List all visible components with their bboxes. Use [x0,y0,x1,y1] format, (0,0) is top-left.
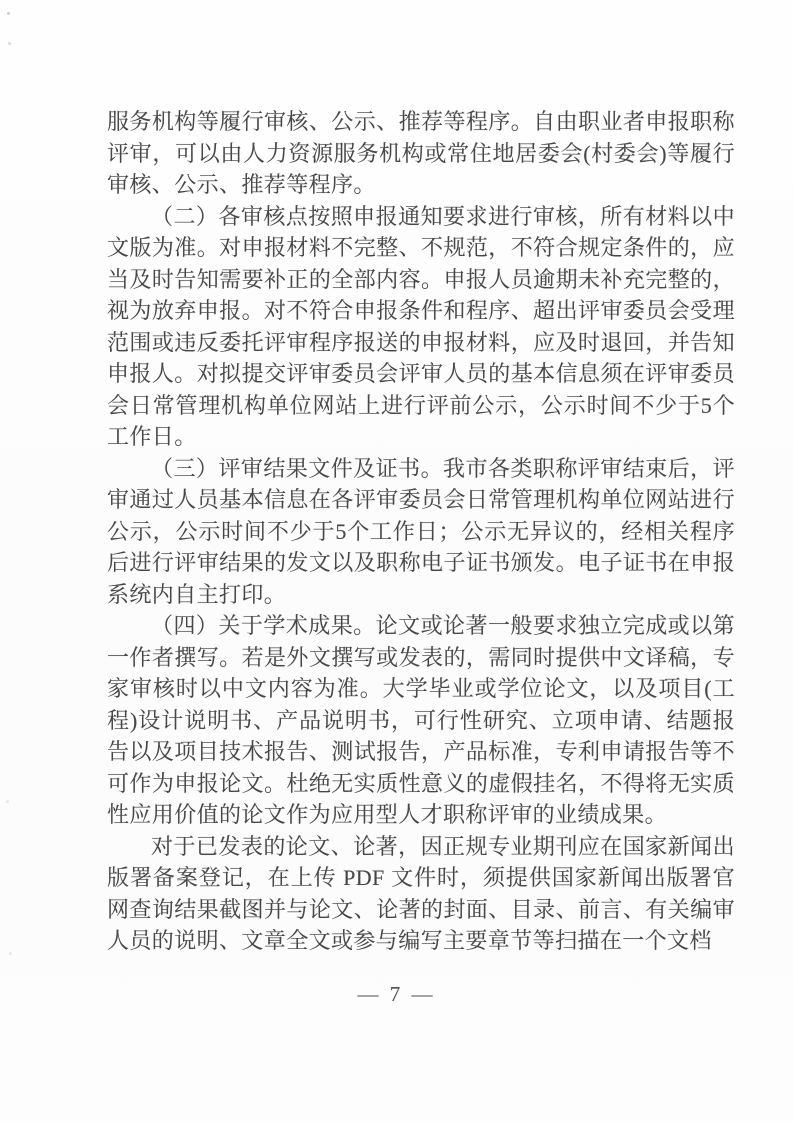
scan-artifact-specks [7,12,10,15]
paragraph-continued-from-previous-page: 服务机构等履行审核、公示、推荐等程序。自由职业者申报职称评审，可以由人力资源服务机构或常住地居委会(村委会)等履行审核、公示、推荐等程序。 [107,109,735,197]
paragraph-published-papers: 对于已发表的论文、论著，因正规专业期刊应在国家新闻出版署备案登记，在上传 PDF 文件时，须提供国家新闻出版署官网查询结果截图并与论文、论著的封面、目录、前言、有关编审人员的说明、文章全文或参与编写主要章节等扫描在一个文档 [107,833,735,953]
document-body-text [107,106,735,957]
paragraph-item-2: （二）各审核点按照申报通知要求进行审核，所有材料以中文版为准。对申报材料不完整、不规范，不符合规定条件的，应当及时告知需要补正的全部内容。申报人员逾期未补充完整的，视为放弃申报。对不符合申报条件和程序、超出评审委员会受理范围或违反委托评审程序报送的申报材料，应及时退回，并告知申报人。对拟提交评审委员会评审人员的基本信息须在评审委员会日常管理机构单位网站上进行评前公示，公示时间不少于5个工作日。 [107,203,735,449]
paragraph-item-4: （四）关于学术成果。论文或论著一般要求独立完成或以第一作者撰写。若是外文撰写或发表的，需同时提供中文译稿，专家审核时以中文内容为准。大学毕业或学位论文，以及项目(工程)设计说明书、产品说明书，可行性研究、立项申请、结题报告以及项目技术报告、测试报告，产品标准，专利申请报告等不可作为申报论文。杜绝无实质性意义的虚假挂名，不得将无实质性应用价值的论文作为应用型人才职称评审的业绩成果。 [107,613,735,827]
page-number: — 7 — [357,982,436,1006]
paragraph-item-3: （三）评审结果文件及证书。我市各类职称评审结束后，评审通过人员基本信息在各评审委员会日常管理机构单位网站进行公示，公示时间不少于5个工作日；公示无异议的，经相关程序后进行评审结果的发文以及职称电子证书颁发。电子证书在申报系统内自主打印。 [107,455,735,607]
